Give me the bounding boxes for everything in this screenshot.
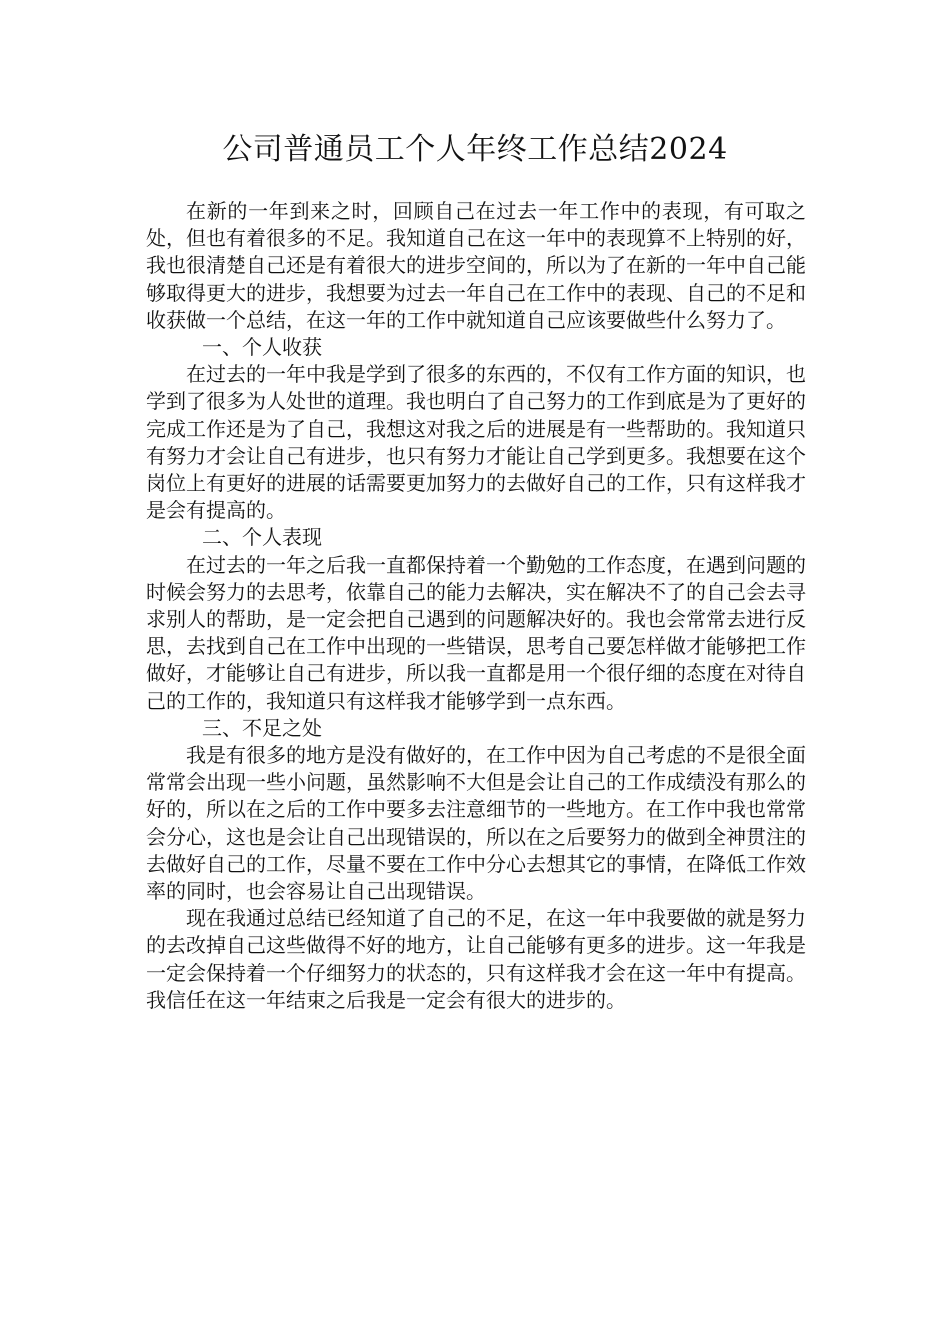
document-body bbox=[146, 198, 806, 1014]
conclusion-paragraph: 现在我通过总结已经知道了自己的不足，在这一年中我要做的就是努力的去改掉自己这些做得不好的地方，让自己能够有更多的进步。这一年我是一定会保持着一个仔细努力的状态的，只有这样我才会在这一年中有提高。我信任在这一年结束之后我是一定会有很大的进步的。 bbox=[146, 906, 806, 1012]
section-heading-shortcomings: 三、不足之处 bbox=[202, 715, 322, 740]
intro-paragraph: 在新的一年到来之时，回顾自己在过去一年工作中的表现，有可取之处，但也有着很多的不足。我知道自己在这一年中的表现算不上特别的好，我也很清楚自己还是有着很大的进步空间的，所以为了在新的一年中自己能够取得更大的进步，我想要为过去一年自己在工作中的表现、自己的不足和收获做一个总结，在这一年的工作中就知道自己应该要做些什么努力了。 bbox=[146, 199, 806, 332]
section-heading-personal-performance: 二、个人表现 bbox=[202, 525, 322, 550]
document-title: 公司普通员工个人年终工作总结2024 bbox=[222, 132, 728, 167]
section-paragraph-personal-performance: 在过去的一年之后我一直都保持着一个勤勉的工作态度，在遇到问题的时候会努力的去思考，依靠自己的能力去解决，实在解决不了的自己会去寻求别人的帮助，是一定会把自己遇到的问题解决好的。我也会常常去进行反思，去找到自己在工作中出现的一些错误，思考自己要怎样做才能够把工作做好，才能够让自己有进步，所以我一直都是用一个很仔细的态度在对待自己的工作的，我知道只有这样我才能够学到一点东西。 bbox=[146, 552, 806, 713]
section-heading-personal-gains: 一、个人收获 bbox=[202, 335, 322, 360]
section-paragraph-personal-gains: 在过去的一年中我是学到了很多的东西的，不仅有工作方面的知识，也学到了很多为人处世的道理。我也明白了自己努力的工作到底是为了更好的完成工作还是为了自己，我想这对我之后的进展是有一些帮助的。我知道只有努力才会让自己有进步，也只有努力才能让自己学到更多。我想要在这个岗位上有更好的进展的话需要更加努力的去做好自己的工作，只有这样我才是会有提高的。 bbox=[146, 362, 806, 523]
section-paragraph-shortcomings: 我是有很多的地方是没有做好的，在工作中因为自己考虑的不是很全面常常会出现一些小问题，虽然影响不大但是会让自己的工作成绩没有那么的好的，所以在之后的工作中要多去注意细节的一些地方。在工作中我也常常会分心，这也是会让自己出现错误的，所以在之后要努力的做到全神贯注的去做好自己的工作，尽量不要在工作中分心去想其它的事情，在降低工作效率的同时，也会容易让自己出现错误。 bbox=[146, 743, 806, 904]
